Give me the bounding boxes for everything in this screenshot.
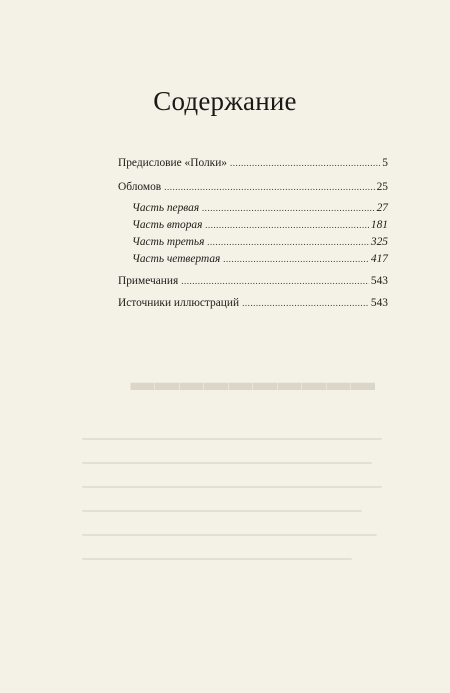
bleed-through-line	[82, 558, 352, 560]
toc-leader	[164, 181, 374, 193]
toc-leader	[242, 297, 369, 309]
page-title: Содержание	[153, 86, 297, 116]
toc-leader	[230, 157, 380, 169]
toc-entry-label: Примечания	[118, 275, 179, 287]
toc-leader	[181, 275, 369, 287]
bleed-through-line	[82, 486, 382, 488]
toc-entry-label: Часть первая	[132, 202, 200, 214]
toc-entry-label: Предисловие «Полки»	[118, 157, 228, 169]
bleed-through-line	[82, 462, 372, 464]
toc-entry-label: Часть вторая	[132, 219, 203, 231]
toc-entry-page: 543	[370, 297, 388, 309]
toc-entry-label: Источники иллюстраций	[118, 297, 240, 309]
toc-entry-part-4	[132, 253, 388, 265]
toc-entry-part-1	[132, 202, 388, 214]
toc-entry-label: Обломов	[118, 181, 162, 193]
toc-leader	[223, 253, 369, 265]
bleed-through-line	[82, 510, 362, 512]
toc-leader	[205, 219, 368, 231]
toc-entry-page: 181	[370, 219, 388, 231]
bleed-through-line	[82, 534, 377, 536]
toc-entry-page: 25	[376, 181, 388, 193]
toc-entry-preface	[118, 157, 388, 169]
toc-entry-part-2	[132, 219, 388, 231]
toc-entry-page: 27	[376, 202, 388, 214]
toc-entry-illustration-sources	[118, 297, 388, 309]
bleed-through-line	[82, 438, 382, 440]
toc-entry-page: 543	[370, 275, 388, 287]
toc-entry-oblomov	[118, 181, 388, 193]
toc-entry-page: 417	[370, 253, 388, 265]
toc-entry-part-3	[132, 236, 388, 248]
toc-leader	[207, 236, 369, 248]
toc-entry-page: 5	[382, 157, 388, 169]
toc-entry-label: Часть четвертая	[132, 253, 221, 265]
bleed-through-heading: ▬▬▬▬▬▬▬▬▬▬	[130, 370, 375, 396]
toc-entry-label: Часть третья	[132, 236, 205, 248]
toc-entry-page: 325	[370, 236, 388, 248]
toc-entry-notes	[118, 275, 388, 287]
toc-leader	[202, 202, 374, 214]
